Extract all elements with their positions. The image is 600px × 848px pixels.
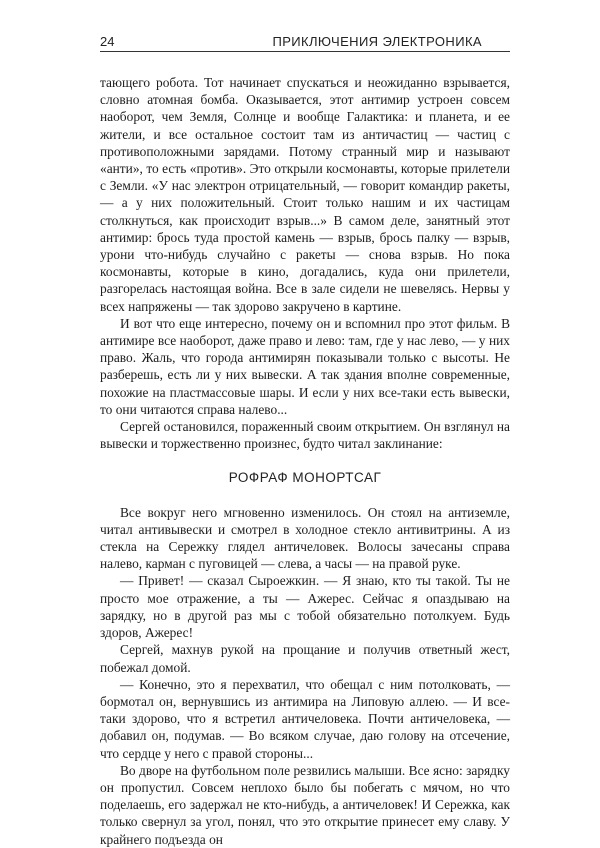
body-text: [100, 74, 510, 848]
reversed-sign-heading: РОФРАФ МОНОРТСАГ: [228, 470, 382, 486]
page-header: [100, 34, 510, 52]
paragraph: Во дворе на футбольном поле резвились малыши. Все ясно: зарядку он пропустил. Совсем неплохо было бы побегать с мячом, но что поделаешь, его задержал не кто-нибудь, а античеловек! И Сережка, как только свернул за угол, понял, что это открытие принесет ему славу. У крайнего подъезда он: [100, 762, 510, 847]
running-head: ПРИКЛЮЧЕНИЯ ЭЛЕКТРОНИКА: [272, 34, 482, 49]
paragraph: Сергей остановился, пораженный своим открытием. Он взглянул на вывески и торжественно произнес, будто читал заклинание:: [100, 419, 510, 452]
paragraph: — Привет! — сказал Сыроежкин. — Я знаю, кто ты такой. Ты не просто мое отражение, а ты — Ажерес. Сейчас я опаздываю на зарядку, но в другой раз мы с тобой обязательно потолкуем. Будь здоров, Ажерес!: [100, 573, 510, 641]
paragraph: тающего робота. Тот начинает спускаться и неожиданно взрывается, словно атомная бомба. Оказывается, этот антимир устроен совсем наоборот, чем Земля, Солнце и вообще Галактика: и планета, и ее жители, и все остальное состоит там из античастиц — частиц с противоположными зарядами. Потому странный мир и называют «анти», то есть «против». Это открыли космонавты, которые прилетели с Земли. «У нас электрон отрицательный, — говорит командир ракеты, — а у них положительный. Стоит только нашим и их частицам столкнуться, как происходит взрыв...» В самом деле, занятный этот антимир: брось туда простой камень — взрыв, брось палку — взрыв, урони что-нибудь случайно с ракеты — снова взрыв. Но пока космонавты, которые в кино, догадались, куда они прилетели, разгорелась настоящая война. Все в зале сидели не шевелясь. Нервы у всех напряжены — так здорово закручено в картине.: [100, 75, 510, 314]
paragraph: И вот что еще интересно, почему он и вспомнил про этот фильм. В антимире все наоборот, даже право и лево: там, где у нас лево, — у них право. Жаль, что города антимирян показывали только с высоты. Не разберешь, есть ли у них вывески. А так здания вполне современные, похожие на пластмассовые шары. И если у них все-таки есть вывески, то они читаются справа налево...: [100, 315, 510, 417]
paragraph: — Конечно, это я перехватил, что обещал с ним потолковать, — бормотал он, вернувшись из антимира на Липовую аллею. — И все-таки здорово, что я встретил античеловека. Почти античеловека, — добавил он, подумав. — Во всяком случае, даю голову на отсечение, что сердце у него с правой стороны...: [100, 676, 510, 761]
paragraph: Сергей, махнув рукой на прощание и получив ответный жест, побежал домой.: [100, 642, 510, 675]
paragraph: Все вокруг него мгновенно изменилось. Он стоял на антиземле, читал антивывески и смотрел в холодное стекло антивитрины. А из стекла на Сережку глядел античеловек. Волосы зачесаны справа налево, карман с пуговицей — слева, а часы — на правой руке.: [100, 504, 510, 572]
page-number: 24: [100, 34, 115, 49]
